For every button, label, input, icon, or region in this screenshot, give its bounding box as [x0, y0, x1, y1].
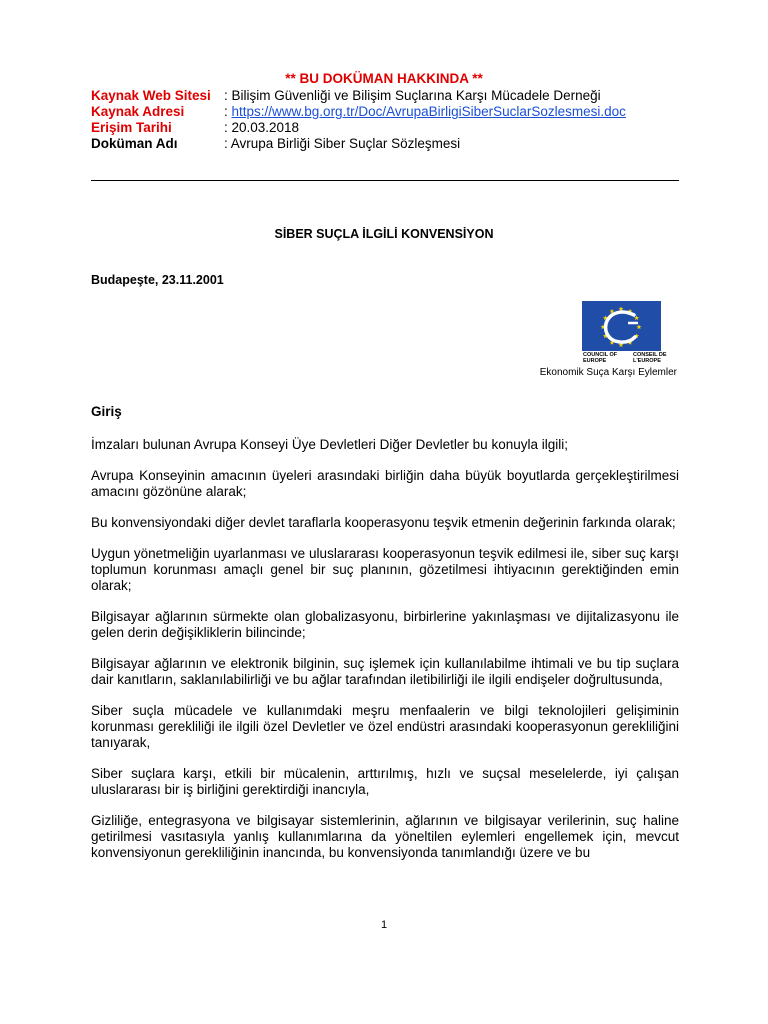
paragraph: Bu konvensiyondaki diğer devlet taraflarla kooperasyonu teşvik etmenin değerinin farkında olarak; — [91, 515, 676, 530]
meta-value-source-site: : Bilişim Güvenliği ve Bilişim Suçlarına Karşı Mücadele Derneği — [224, 88, 601, 103]
paragraph: Siber suçlara karşı, etkili bir mücalenin, arttırılmış, hızlı ve suçsal meselelerde, iyi çalışan uluslararası bir iş birliğini gerektirdiği inancıyla, — [91, 766, 679, 797]
meta-row-source-site — [91, 88, 626, 104]
paragraph: Uygun yönetmeliğin uyarlanması ve uluslararası kooperasyonun teşvik edilmesi ile, siber suç karşı toplumun korunması amaçlı genel bir suç planının, gözetilmesi ihtiyacının gerektiğinden emin olarak; — [91, 546, 679, 593]
meta-label-source-site: Kaynak Web Sitesi — [91, 88, 211, 103]
header-divider — [91, 180, 679, 181]
meta-value-access-date: : 20.03.2018 — [224, 120, 300, 135]
paragraph: İmzaları bulunan Avrupa Konseyi Üye Devletleri Diğer Devletler bu konuyla ilgili; — [91, 437, 568, 452]
council-of-europe-logo — [582, 301, 661, 351]
section-heading: Giriş — [91, 404, 122, 419]
document-body — [91, 404, 679, 876]
meta-value-document-name: : Avrupa Birliği Siber Suçlar Sözleşmesi — [224, 136, 461, 151]
logo-captions — [583, 352, 679, 364]
meta-label-document-name: Doküman Adı — [91, 136, 178, 151]
logo-caption-french: CONSEIL DE L'EUROPE — [633, 352, 667, 364]
document-title: SİBER SUÇLA İLGİLİ KONVENSİYON — [274, 227, 494, 241]
meta-separator: : — [224, 104, 232, 119]
meta-row-access-date — [91, 120, 626, 136]
meta-label-source-address: Kaynak Adresi — [91, 104, 185, 119]
logo-subtitle: Ekonomik Suça Karşı Eylemler — [539, 367, 677, 378]
source-link[interactable]: https://www.bg.org.tr/Doc/AvrupaBirligiSiberSuclarSozlesmesi.doc — [231, 104, 626, 119]
meta-value-source-address — [224, 104, 626, 120]
paragraph: Avrupa Konseyinin amacının üyeleri arasındaki birliğin daha büyük boyutlarda gerçekleştirilmesi amacını gözönüne alarak; — [91, 468, 679, 499]
council-of-europe-emblem-icon — [582, 301, 661, 351]
meta-row-source-address — [91, 104, 626, 120]
meta-row-document-name — [91, 136, 626, 152]
paragraph: Siber suçla mücadele ve kullanımdaki meşru menfaalerin ve bilgi teknolojileri gelişiminin korunması gerekliliği ile ilgili özel Devletler ve özel endüstri arasındaki kooperasyonun gerekliliğini tanıyarak, — [91, 703, 679, 750]
logo-caption-english: COUNCIL OF EUROPE — [583, 352, 618, 364]
paragraph: Gizliliğe, entegrasyona ve bilgisayar sistemlerinin, ağlarının ve bilgisayar verilerinin, suç haline getirilmesi vasıtasıyla yanlış kullanımlarına da yöneltilen eylemleri engellemek için, mevcut konvensiyonun gerekliliğinin inancında, bu konvensiyonda tanımlandığı üzere ve bu — [91, 813, 679, 860]
meta-label-access-date: Erişim Tarihi — [91, 120, 172, 135]
page-number: 1 — [380, 919, 388, 931]
paragraph: Bilgisayar ağlarının ve elektronik bilginin, suç işlemek için kullanılabilme ihtimali ve bu tip suçlara dair kanıtların, saklanılabilirliği ve bu ağlar tarafından iletibilirliği ile ilgili endişeler doğrultusunda, — [91, 656, 679, 687]
about-document-title: ** BU DOKÜMAN HAKKINDA ** — [285, 71, 483, 86]
document-metadata — [91, 88, 626, 152]
document-date: Budapeşte, 23.11.2001 — [91, 273, 224, 287]
paragraph: Bilgisayar ağlarının sürmekte olan globalizasyonu, birbirlerine yakınlaşması ve dijitalizasyonu ile gelen derin değişikliklerin bilincinde; — [91, 609, 679, 640]
